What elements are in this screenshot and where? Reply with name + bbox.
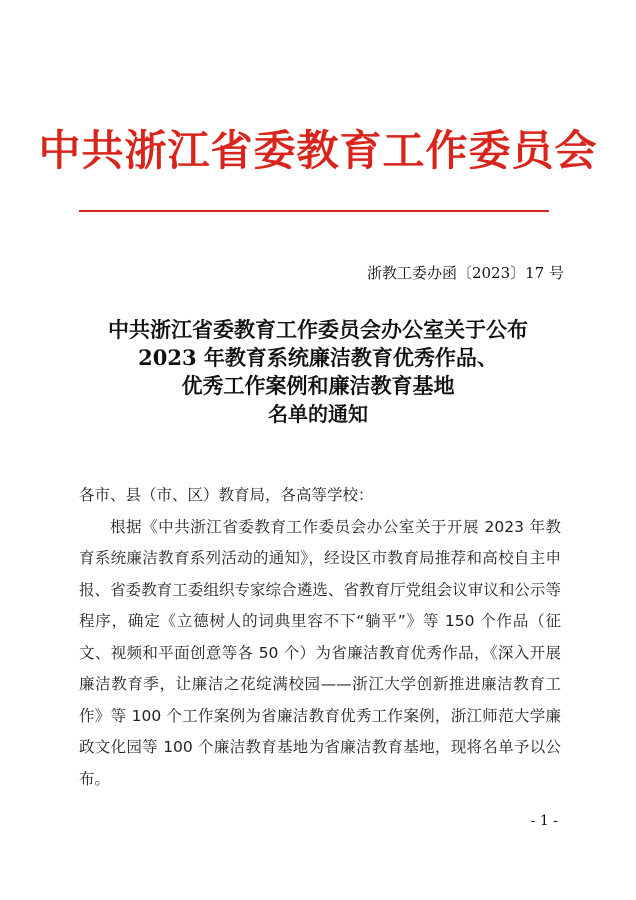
title-line: 优秀工作案例和廉洁教育基地 bbox=[181, 373, 455, 398]
page-number: - 1 - bbox=[530, 813, 558, 829]
salutation: 各市、县（市、区）教育局，各高等学校： bbox=[79, 486, 374, 504]
document-number: 浙教工委办函〔2023〕17 号 bbox=[366, 264, 564, 282]
document-body bbox=[79, 480, 561, 795]
title-line: 名单的通知 bbox=[268, 402, 368, 426]
title-line: 中共浙江省委教育工作委员会办公室关于公布 bbox=[108, 317, 528, 342]
title-line: 2023 年教育系统廉洁教育优秀作品、 bbox=[138, 345, 498, 370]
body-paragraph: 根据《中共浙江省委教育工作委员会办公室关于开展 2023 年教育系统廉洁教育系列活动的通知》，经设区市教育局推荐和高校自主申报、省委教育工委组织专家综合遴选、省教育厅党组会议审议和公示等程序，确定《立德树人的词典里容不下“躺平”》等 150 个作品（征文、视频和平面创意等各 50 个）为省廉洁教育优秀作品，《深入开展廉洁教育季，让廉洁之花绽满校园——浙江大学创新推进廉洁教育工作》等 100 个工作案例为省廉洁教育优秀工作案例，浙江师范大学廉政文化园等 100 个廉洁教育基地为省廉洁教育基地，现将名单予以公布。 bbox=[79, 517, 561, 788]
document-title bbox=[0, 316, 636, 428]
header-organization-title: 中共浙江省委教育工作委员会 bbox=[38, 126, 598, 175]
header-red-rule bbox=[79, 210, 549, 212]
